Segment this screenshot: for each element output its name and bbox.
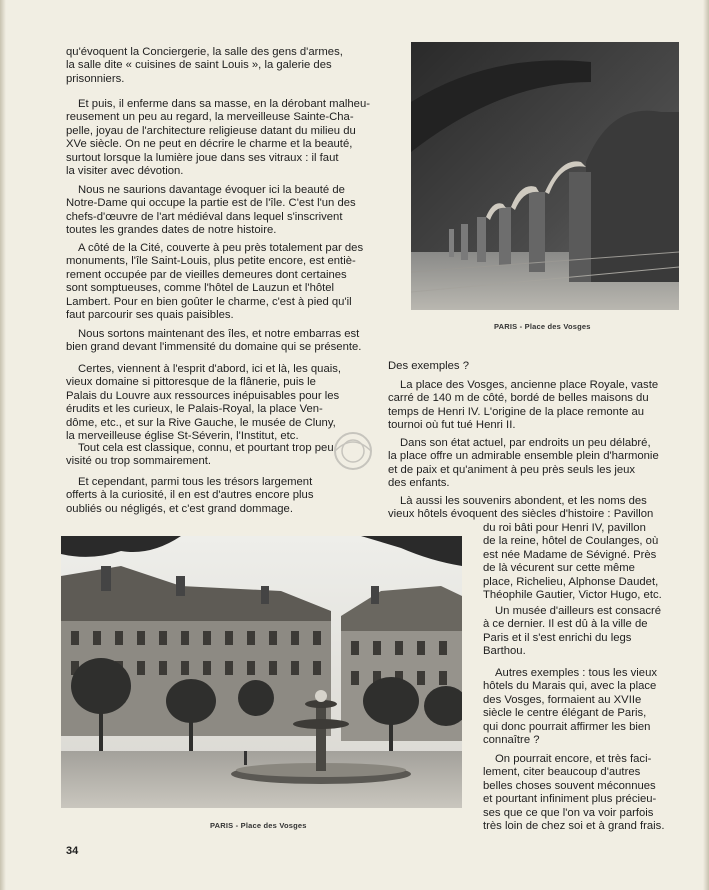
right-paragraph-1: Des exemples ?	[388, 360, 469, 372]
page-left-edge	[0, 0, 6, 890]
right-paragraph-2: La place des Vosges, ancienne place Royale, vaste carré de 140 m de côté, bordé de belles maisons du temps de Henri IV. L'origine de la place remonte au tournoi où fut tué Henri II.	[388, 379, 659, 432]
bottom-photo-caption: PARIS - Place des Vosges	[210, 821, 307, 830]
right-paragraph-5: Un musée d'ailleurs est consacré à ce dernier. Il est dû à la ville de Paris et il s'est enrichi du legs Barthou.	[483, 605, 662, 658]
right-paragraph-3: Dans son état actuel, par endroits un peu délabré, la place offre un admirable ensemble plein d'harmonie et de paix et qu'animent à peu près seuls les jeux des enfants.	[388, 437, 659, 490]
left-paragraph-2: Et puis, il enferme dans sa masse, en la dérobant malheu- reusement un peu au regard, la merveilleuse Sainte-Cha- pelle, joyau de l'architecture religieuse datant du milieu du XVe siècle. On ne peut en décrire le charme et la beauté, surtout lorsque la lumière joue dans ses vitraux : il faut la visiter avec dévotion.	[66, 98, 370, 178]
right-paragraph-4-cont: du roi bâti pour Henri IV, pavillon de la reine, hôtel de Coulanges, où est née Madame de Sévigné. Près de là vécurent sur cette même place, Richelieu, Alphonse Daudet, Théophile Gautier, Victor Hugo, etc.	[483, 522, 662, 602]
left-paragraph-6: Certes, viennent à l'esprit d'abord, ici et là, les quais, vieux domaine si pittoresque de la flânerie, puis le Palais du Louvre aux ressources inépuisables pour les érudits et les curieux, le Palais-Royal, la place Ven- dôme, etc., et sur la Rive Gauche, le musée de Cluny, la merveilleuse église St-Séverin, l'Institut, etc.	[66, 363, 342, 443]
left-paragraph-4: A côté de la Cité, couverte à peu près totalement par des monuments, l'île Saint-Louis, plus petite encore, est entiè- rement occupée par de vieilles demeures dont certaines sont somptueuses, comme l'hôtel de Lauzun et l'hôtel Lambert. Pour en bien goûter le charme, c'est à pied qu'il faut parcourir ses quais paisibles.	[66, 242, 364, 322]
top-photo-caption: PARIS - Place des Vosges	[494, 322, 591, 331]
right-paragraph-6: Autres exemples : tous les vieux hôtels du Marais qui, avec la place des Vosges, formaient au XVIIe siècle le centre élégant de Paris, qui donc pourrait affirmer les bien connaître ?	[483, 667, 657, 747]
left-paragraph-3: Nous ne saurions davantage évoquer ici la beauté de Notre-Dame qui occupe la partie est de l'île. C'est l'un des chefs-d'œuvre de l'art médiéval dans lequel s'inscrivent toutes les grandes dates de notre histoire.	[66, 184, 356, 237]
left-paragraph-1: qu'évoquent la Conciergerie, la salle des gens d'armes, la salle dite « cuisines de saint Louis », la galerie des prisonniers.	[66, 46, 343, 85]
arcade-photo	[411, 42, 679, 310]
square-photo	[61, 536, 462, 808]
watermark-stamp	[330, 428, 376, 474]
right-paragraph-7: On pourrait encore, et très faci- lement, citer beaucoup d'autres belles choses souvent méconnues et pourtant infiniment plus précieu- ses que ce que l'on va voir parfois très loin de chez soi et à grand frais.	[483, 753, 665, 833]
page-number: 34	[66, 845, 79, 857]
left-paragraph-8: Et cependant, parmi tous les trésors largement offerts à la curiosité, il en est d'autres encore plus oubliés ou négligés, et c'est grand dommage.	[66, 476, 314, 515]
left-paragraph-7: Tout cela est classique, connu, et pourtant trop peu visité ou trop sommairement.	[66, 442, 334, 468]
left-paragraph-5: Nous sortons maintenant des îles, et notre embarras est bien grand devant l'immensité du domaine qui se présente.	[66, 328, 362, 354]
right-paragraph-4-start: Là aussi les souvenirs abondent, et les noms des vieux hôtels évoquent des siècles d'histoire : Pavillon	[388, 495, 654, 521]
page-right-edge	[703, 0, 709, 890]
